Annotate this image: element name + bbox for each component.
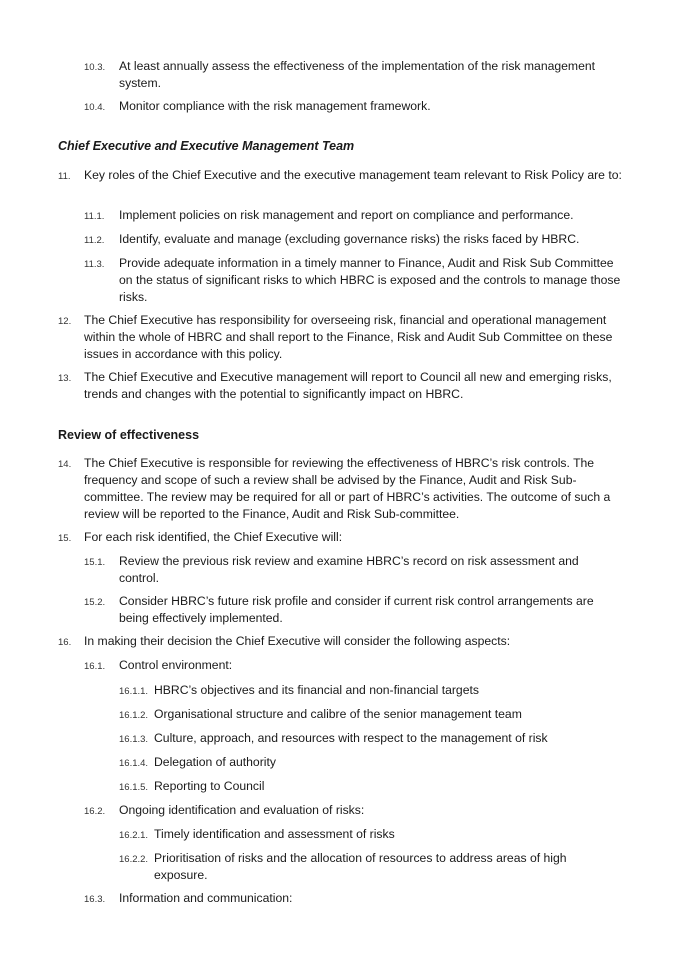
item-text: Identify, evaluate and manage (excluding governance risks) the risks faced by HBRC. (119, 232, 580, 246)
list-item (84, 553, 604, 587)
item-number: 16.2.2. (119, 854, 149, 865)
item-number: 11.2. (84, 235, 105, 246)
item-number: 12. (58, 316, 72, 327)
item-number: 16.1.2. (119, 710, 149, 721)
item-text: HBRC’s objectives and its financial and non-financial targets (154, 683, 479, 697)
item-text: Delegation of authority (154, 755, 276, 769)
item-number: 16.2. (84, 806, 106, 817)
item-number: 13. (58, 373, 72, 384)
item-text: Information and communication: (119, 891, 293, 905)
item-number: 11.3. (84, 259, 105, 270)
item-number: 16.2.1. (119, 830, 149, 841)
item-text: Monitor compliance with the risk management framework. (119, 99, 431, 113)
list-item (58, 167, 624, 184)
list-item (84, 802, 624, 819)
item-number: 16.1.5. (119, 782, 149, 793)
section-heading: Chief Executive and Executive Management Team (58, 139, 355, 153)
list-item (119, 778, 624, 795)
item-text: For each risk identified, the Chief Executive will: (84, 530, 343, 544)
list-item (84, 58, 624, 92)
list-item (84, 890, 624, 907)
item-text: Review the previous risk review and examine HBRC’s record on risk assessment and control. (119, 554, 579, 585)
list-item (58, 633, 624, 650)
item-number: 16.3. (84, 894, 106, 905)
list-item (58, 312, 624, 363)
list-item (58, 455, 624, 523)
item-text: In making their decision the Chief Executive will consider the following aspects: (84, 634, 511, 648)
item-number: 14. (58, 459, 72, 470)
item-text: Prioritisation of risks and the allocation of resources to address areas of high exposure. (154, 851, 567, 882)
item-number: 11.1. (84, 211, 105, 222)
item-number: 16.1.3. (119, 734, 149, 745)
list-item (84, 98, 624, 115)
item-number: 10.3. (84, 62, 106, 73)
item-number: 11. (58, 171, 71, 182)
item-text: The Chief Executive is responsible for reviewing the effectiveness of HBRC’s risk controls. The frequency and scope of such a review shall be advised by the Finance, Audit and Risk Sub-committee. The review may be required for all or part of HBRC’s activities. The outcome of such a review will be reported to the Finance, Audit and Risk Sub-committee. (84, 456, 611, 521)
item-number: 16.1.4. (119, 758, 149, 769)
list-item (58, 369, 624, 403)
item-text: At least annually assess the effectiveness of the implementation of the risk management system. (119, 59, 596, 90)
item-text: Organisational structure and calibre of the senior management team (154, 707, 522, 721)
list-item (119, 730, 624, 747)
item-number: 16. (58, 637, 72, 648)
list-item (58, 529, 624, 546)
list-item (119, 682, 624, 699)
section-heading: Review of effectiveness (58, 428, 200, 442)
list-item (119, 754, 624, 771)
item-text: Timely identification and assessment of risks (154, 827, 395, 841)
item-text: The Chief Executive has responsibility for overseeing risk, financial and operational management within the whole of HBRC and shall report to the Finance, Risk and Audit Sub Committee on these issues in accordance with this policy. (84, 313, 613, 361)
item-text: The Chief Executive and Executive management will report to Council all new and emerging risks, trends and changes with the potential to significantly impact on HBRC. (84, 370, 612, 401)
list-item (84, 255, 624, 306)
item-text: Consider HBRC’s future risk profile and consider if current risk control arrangements are being effectively implemented. (119, 594, 594, 625)
list-item (84, 593, 624, 627)
item-number: 15. (58, 533, 72, 544)
item-number: 10.4. (84, 102, 106, 113)
item-text: Control environment: (119, 658, 233, 672)
item-text: Culture, approach, and resources with respect to the management of risk (154, 731, 548, 745)
list-item (119, 706, 624, 723)
item-text: Reporting to Council (154, 779, 265, 793)
list-item (84, 657, 624, 674)
list-item (119, 826, 624, 843)
list-item (84, 231, 624, 248)
item-text: Implement policies on risk management and report on compliance and performance. (119, 208, 574, 222)
list-item (84, 207, 624, 224)
item-text: Ongoing identification and evaluation of risks: (119, 803, 365, 817)
item-number: 15.1. (84, 557, 106, 568)
item-text: Key roles of the Chief Executive and the executive management team relevant to Risk Policy are to: (84, 168, 622, 182)
item-number: 15.2. (84, 597, 106, 608)
list-item (119, 850, 589, 884)
item-text: Provide adequate information in a timely manner to Finance, Audit and Risk Sub Committee on the status of significant risks to which HBRC is exposed and the controls to manage those risks. (119, 256, 621, 304)
item-number: 16.1. (84, 661, 106, 672)
item-number: 16.1.1. (119, 686, 149, 697)
